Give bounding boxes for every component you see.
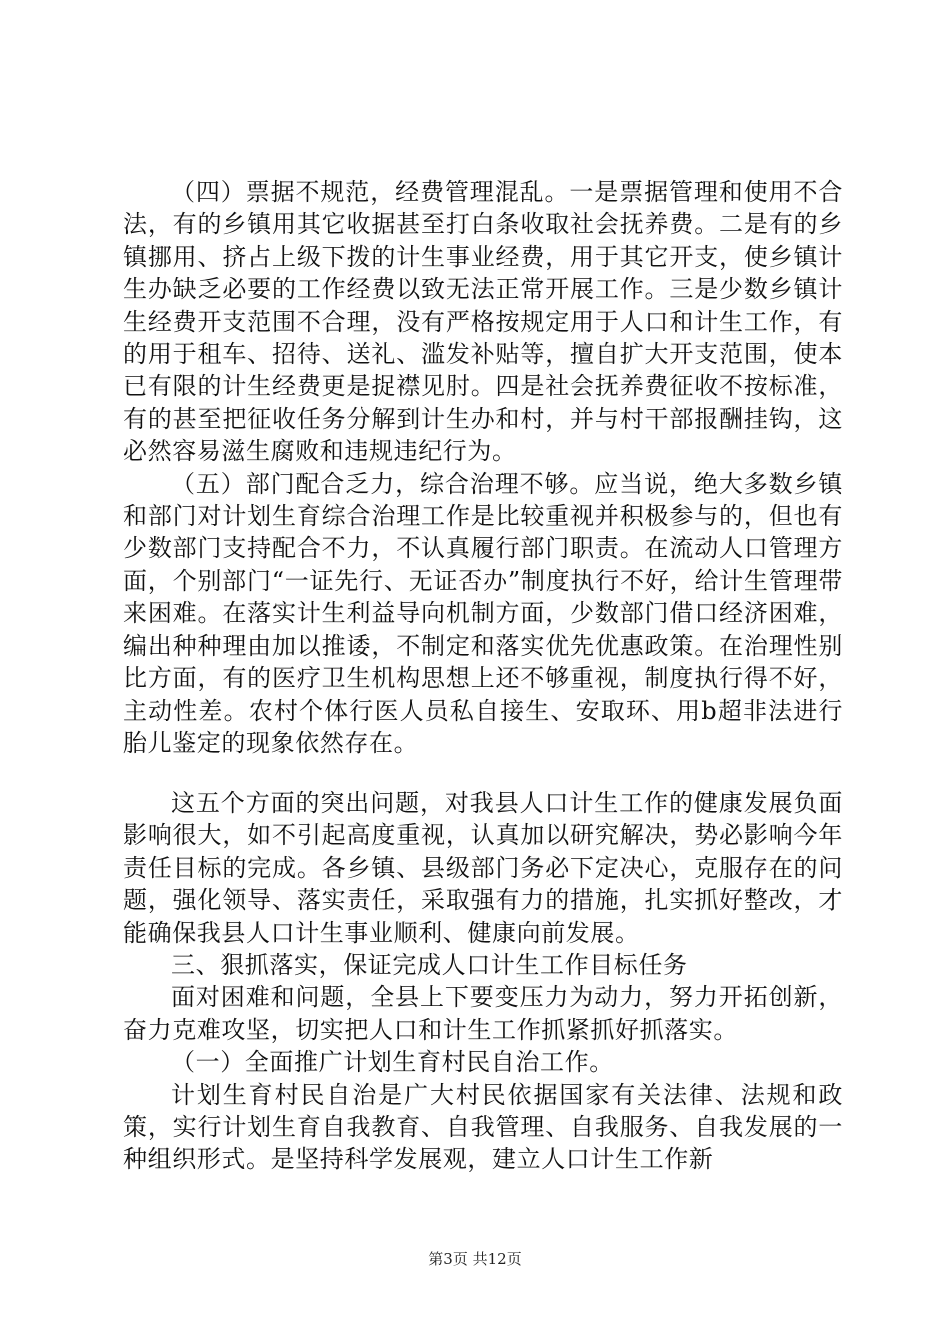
page-number-footer: 第3页 共12页 (428, 1250, 522, 1268)
paragraph-villager-autonomy: 计划生育村民自治是广大村民依据国家有关法律、法规和政策，实行计划生育自我教育、自我管理、自我服务、自我发展的一种组织形式。是坚持科学发展观，建立人口计生工作新 (123, 1080, 843, 1174)
paragraph-item-4-bills: （四）票据不规范，经费管理混乱。一是票据管理和使用不合法，有的乡镇用其它收据甚至打白条收取社会抚养费。二是有的乡镇挪用、挤占上级下拨的计生事业经费，用于其它开支，使乡镇计生办缺乏必要的工作经费以致无法正常开展工作。三是少数乡镇计生经费开支范围不合理，没有严格按规定用于人口和计生工作，有的用于租车、招待、送礼、滥发补贴等，擅自扩大开支范围，使本已有限的计生经费更是捉襟见肘。四是社会抚养费征收不按标准，有的甚至把征收任务分解到计生办和村，并与村干部报酬挂钩，这必然容易滋生腐败和违规违纪行为。 (123, 178, 843, 466)
section-heading-three: 三、狠抓落实，保证完成人口计生工作目标任务 (171, 951, 688, 980)
paragraph-item-5-coordination: （五）部门配合乏力，综合治理不够。应当说，绝大多数乡镇和部门对计划生育综合治理工作是比较重视并积极参与的，但也有少数部门支持配合不力，不认真履行部门职责。在流动人口管理方面，个别部门“一证先行、无证否办”制度执行不好，给计生管理带来困难。在落实计生利益导向机制方面，少数部门借口经济困难，编出种种理由加以推诿，不制定和落实优先优惠政策。在治理性别比方面，有的医疗卫生机构思想上还不够重视，制度执行得不好，主动性差。农村个体行医人员私自接生、安取环、用b超非法进行胎儿鉴定的现象依然存在。 (123, 469, 843, 757)
paragraph-intro: 面对困难和问题，全县上下要变压力为动力，努力开拓创新，奋力克难攻坚，切实把人口和计生工作抓紧抓好抓落实。 (123, 983, 843, 1044)
body-text-section-upper (123, 176, 843, 759)
paragraph-summary: 这五个方面的突出问题，对我县人口计生工作的健康发展负面影响很大，如不引起高度重视，认真加以研究解决，势必影响今年责任目标的完成。各乡镇、县级部门务必下定决心，克服存在的问题，强化领导、落实责任，采取强有力的措施，扎实抓好整改，才能确保我县人口计生事业顺利、健康向前发展。 (123, 789, 843, 947)
subheading-one: （一）全面推广计划生育村民自治工作。 (171, 1048, 614, 1077)
body-text-section-lower (123, 787, 843, 1176)
